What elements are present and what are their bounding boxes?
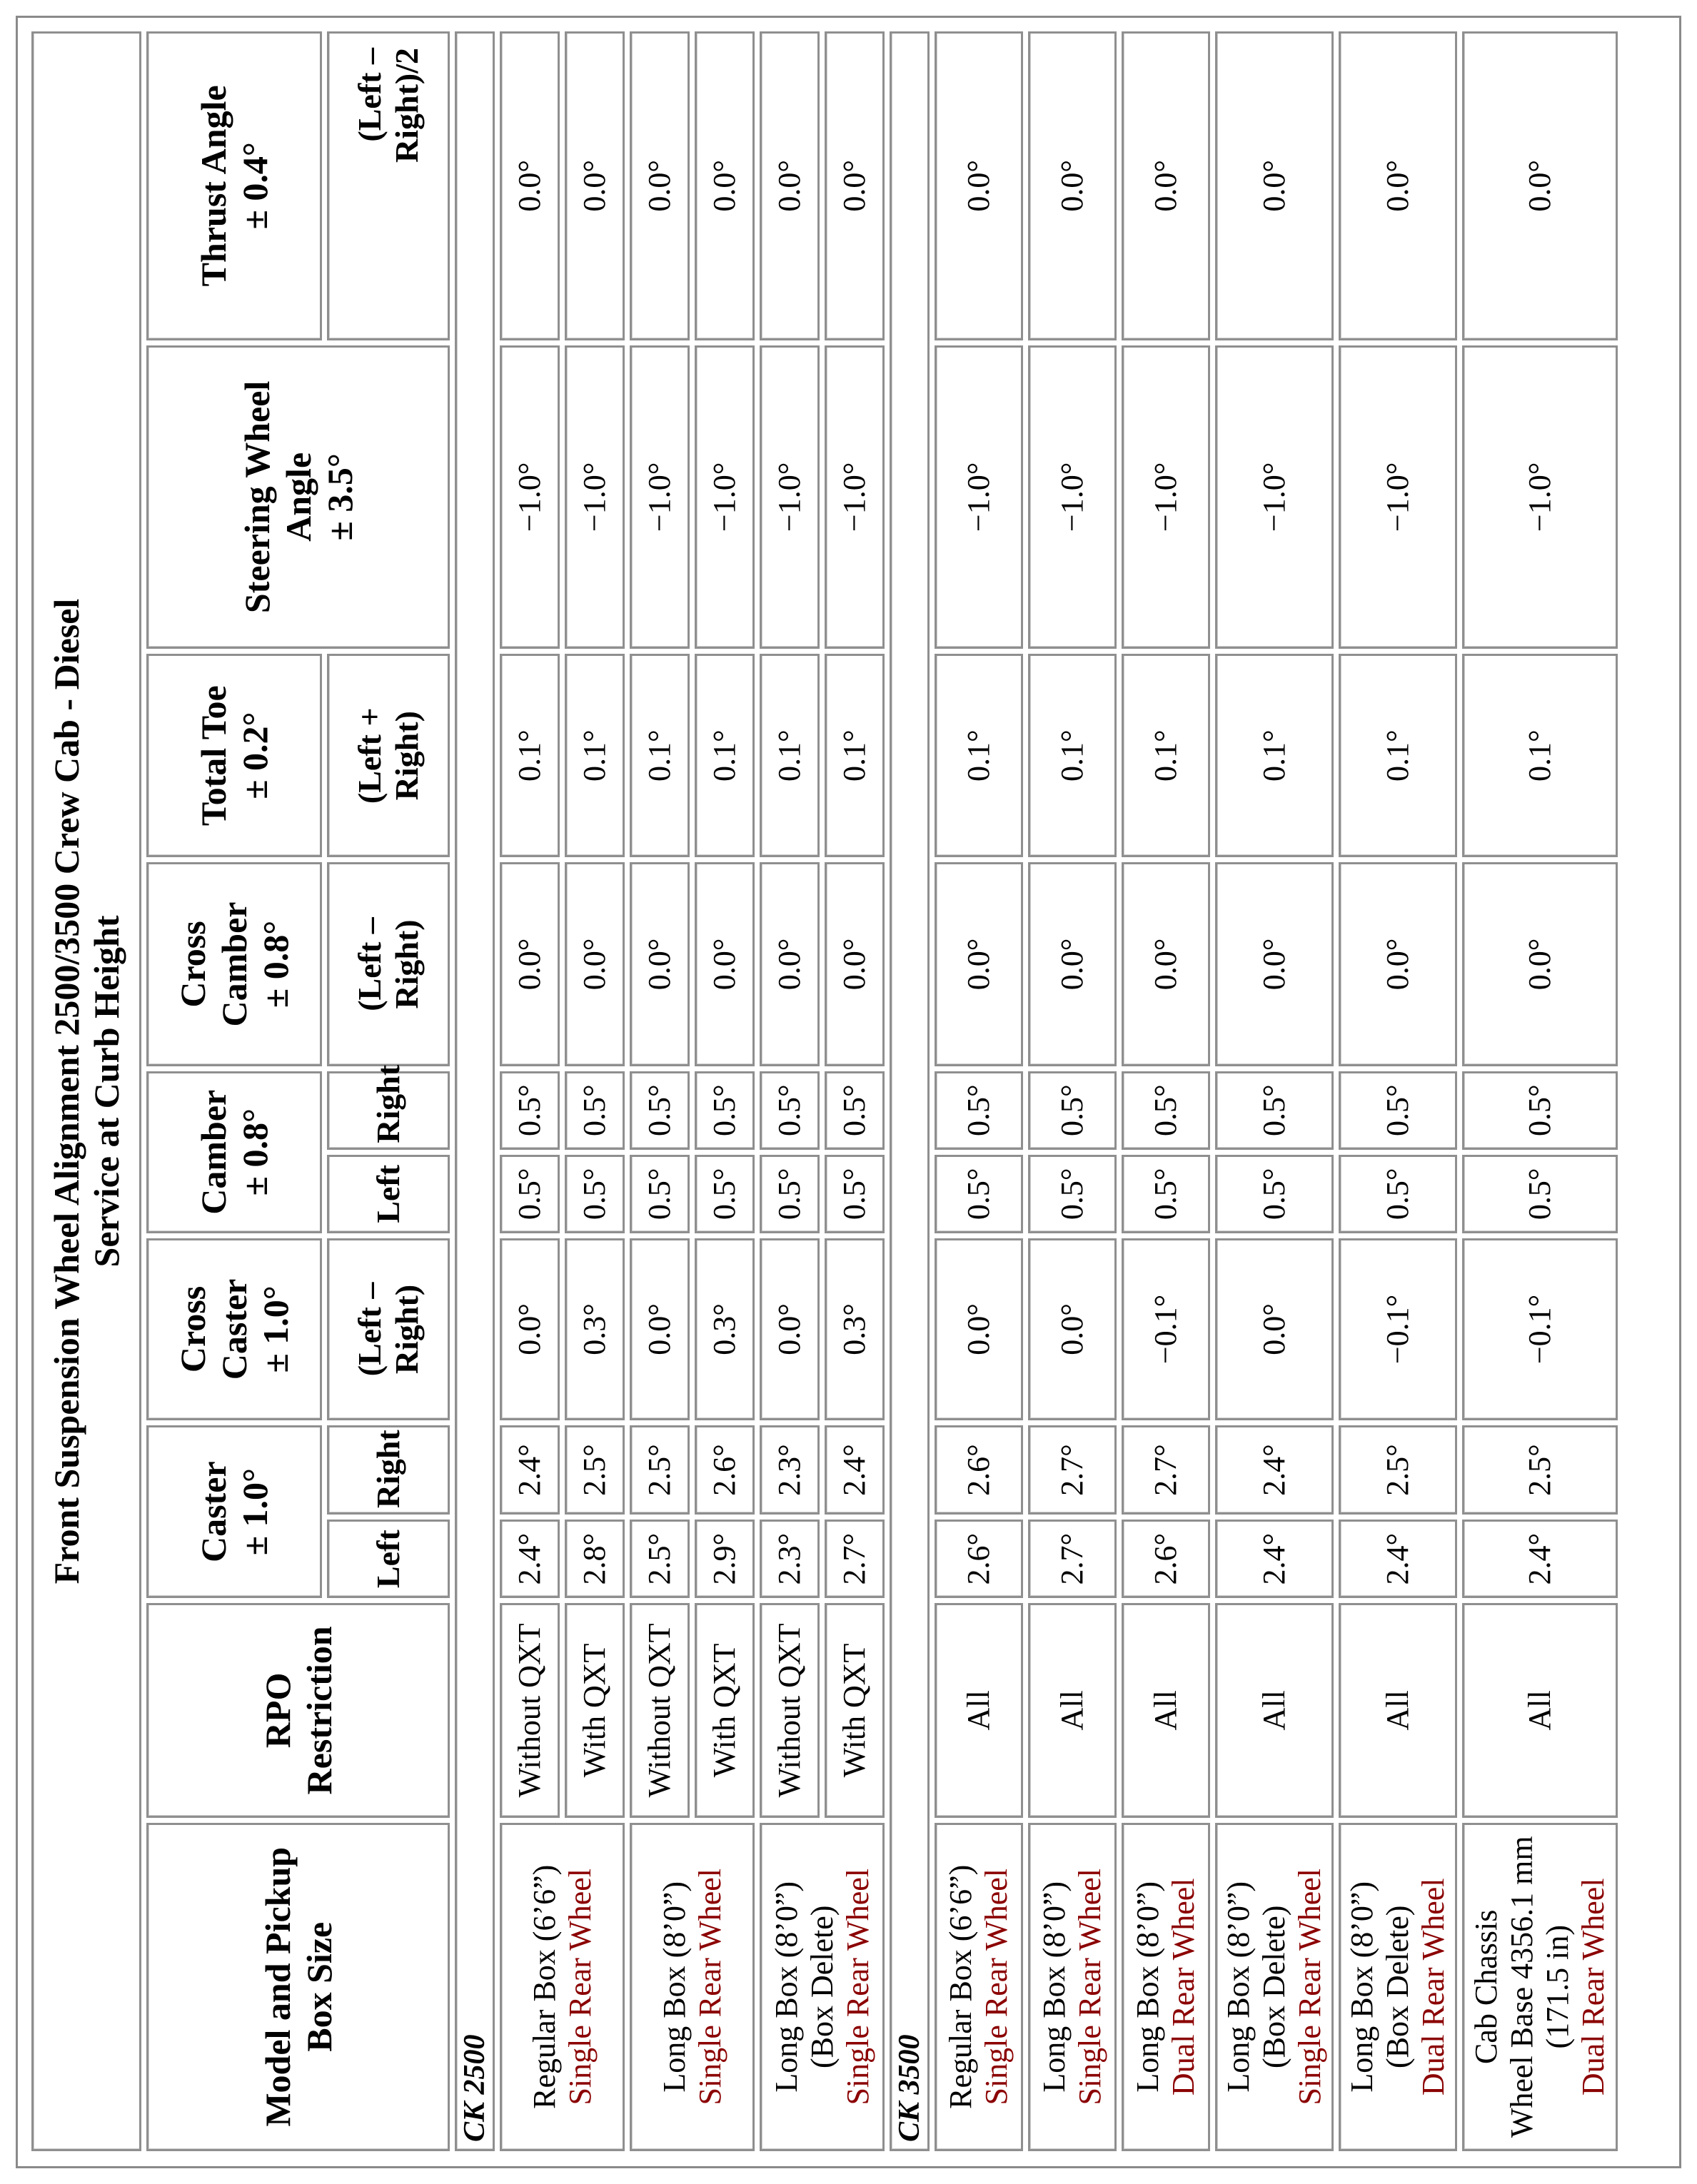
steering-wheel-angle-cell: −1.0° [1462,345,1618,649]
rpo-restriction-cell: With QXT [565,1603,625,1817]
steering-wheel-angle-cell: −1.0° [695,345,755,649]
header-thrust-angle [146,31,322,340]
caster-left-cell: 2.4° [1462,1520,1618,1598]
cross-caster-cell: 0.0° [935,1238,1023,1420]
model-line: Cab Chassis [1469,1909,1504,2064]
header-total-toe-line-1: Total Toe [193,685,233,826]
camber-left-cell: 0.5° [1462,1155,1618,1233]
camber-left-cell: 0.5° [1028,1155,1117,1233]
rpo-restriction-cell: Without QXT [760,1603,820,1817]
model-cell [1028,1823,1117,2151]
caster-right-cell: 2.5° [1462,1425,1618,1515]
formula-line-2: Right) [388,1284,425,1375]
camber-left-cell: 0.5° [695,1155,755,1233]
rear-wheel-type: Dual Rear Wheel [1416,1878,1451,2096]
rpo-restriction-cell: All [1339,1603,1457,1817]
thrust-angle-cell: 0.0° [695,31,755,340]
rear-wheel-type: Single Rear Wheel [979,1869,1014,2105]
camber-left-cell: 0.5° [935,1155,1023,1233]
model-cell [1215,1823,1334,2151]
thrust-angle-cell: 0.0° [1339,31,1457,340]
camber-right-cell: 0.5° [760,1071,820,1150]
steering-wheel-angle-cell: −1.0° [935,345,1023,649]
header-steering-line-3: ± 3.5° [319,453,360,541]
model-cell [630,1823,755,2151]
thrust-angle-cell: 0.0° [630,31,690,340]
caster-left-cell: 2.4° [500,1520,560,1598]
camber-left-cell: 0.5° [630,1155,690,1233]
header-rpo-line-1: RPO [257,1672,298,1749]
model-line: Regular Box (6’6”) [943,1864,978,2109]
rpo-restriction-cell: All [935,1603,1023,1817]
camber-left-cell: 0.5° [760,1155,820,1233]
header-total-toe-line-2: ± 0.2° [235,712,275,799]
table-row [1462,31,1618,2151]
header-total-toe [146,654,322,857]
formula-line-1: (Left – [351,917,388,1011]
total-toe-cell: 0.1° [935,654,1023,857]
caster-right-cell: 2.6° [695,1425,755,1515]
thrust-angle-cell: 0.0° [825,31,885,340]
cross-caster-cell: 0.3° [565,1238,625,1420]
caster-left-cell: 2.4° [1215,1520,1334,1598]
steering-wheel-angle-cell: −1.0° [630,345,690,649]
cross-caster-cell: 0.0° [500,1238,560,1420]
caster-right-cell: 2.6° [935,1425,1023,1515]
model-cell [1122,1823,1210,2151]
cross-caster-cell: 0.0° [1028,1238,1117,1420]
camber-left-cell: 0.5° [565,1155,625,1233]
section-header: CK 2500 [455,31,495,2151]
header-total-toe-formula [327,654,450,857]
cross-camber-cell: 0.0° [1462,862,1618,1066]
model-cell [1462,1823,1618,2151]
caster-left-cell: 2.8° [565,1520,625,1598]
rear-wheel-type: Dual Rear Wheel [1576,1878,1611,2096]
header-steering-wheel-angle [146,345,450,649]
model-line: Long Box (8’0”) [1130,1881,1165,2093]
model-line: (Box Delete) [1257,1905,1291,2069]
model-line: Long Box (8’0”) [768,1881,804,2093]
header-cross-camber-line-2: Camber [214,901,254,1027]
camber-left-cell: 0.5° [500,1155,560,1233]
formula-line-1: (Left – [351,1282,388,1377]
total-toe-cell: 0.1° [695,654,755,857]
cross-caster-cell: −0.1° [1122,1238,1210,1420]
table-row [1028,31,1117,2151]
camber-right-cell: 0.5° [1462,1071,1618,1150]
camber-right-cell: 0.5° [695,1071,755,1150]
formula-line-1: (Left – [351,48,388,142]
model-cell [1339,1823,1457,2151]
camber-right-cell: 0.5° [565,1071,625,1150]
rpo-restriction-cell: All [1215,1603,1334,1817]
steering-wheel-angle-cell: −1.0° [500,345,560,649]
model-line: (Box Delete) [1380,1905,1415,2069]
header-cross-camber-formula [327,862,450,1066]
cross-camber-cell: 0.0° [565,862,625,1066]
steering-wheel-angle-cell: −1.0° [825,345,885,649]
header-steering-line-2: Angle [278,452,318,542]
total-toe-cell: 0.1° [825,654,885,857]
caster-right-cell: 2.4° [825,1425,885,1515]
camber-left-cell: 0.5° [825,1155,885,1233]
rpo-restriction-cell: With QXT [825,1603,885,1817]
caster-right-cell: 2.7° [1122,1425,1210,1515]
rpo-restriction-cell: With QXT [695,1603,755,1817]
header-thrust-line-2: ± 0.4° [235,142,275,230]
model-line: Long Box (8’0”) [1037,1881,1072,2093]
header-camber-line-2: ± 0.8° [235,1108,275,1196]
thrust-angle-cell: 0.0° [1215,31,1334,340]
caster-left-cell: 2.6° [935,1520,1023,1598]
alignment-table [26,26,1623,2156]
cross-caster-cell: 0.3° [695,1238,755,1420]
rpo-restriction-cell: All [1028,1603,1117,1817]
caster-right-cell: 2.5° [1339,1425,1457,1515]
model-line: Regular Box (6’6”) [526,1864,562,2109]
table-body [455,31,1618,2151]
cross-camber-cell: 0.0° [935,862,1023,1066]
thrust-angle-cell: 0.0° [1028,31,1117,340]
header-cross-camber [146,862,322,1066]
table-row [630,31,690,2151]
total-toe-cell: 0.1° [1215,654,1334,857]
model-cell [760,1823,885,2151]
model-line: (Box Delete) [804,1905,840,2069]
total-toe-cell: 0.1° [1028,654,1117,857]
total-toe-cell: 0.1° [1339,654,1457,857]
cross-camber-cell: 0.0° [1215,862,1334,1066]
header-camber-right: Right [327,1071,450,1150]
thrust-angle-cell: 0.0° [1462,31,1618,340]
header-cross-caster-formula [327,1238,450,1420]
cross-camber-cell: 0.0° [630,862,690,1066]
header-cross-caster-line-2: Caster [214,1278,254,1380]
camber-right-cell: 0.5° [500,1071,560,1150]
header-caster [146,1425,322,1598]
thrust-angle-cell: 0.0° [760,31,820,340]
caster-left-cell: 2.6° [1122,1520,1210,1598]
steering-wheel-angle-cell: −1.0° [1215,345,1334,649]
steering-wheel-angle-cell: −1.0° [1122,345,1210,649]
title-line-1: Front Suspension Wheel Alignment 2500/3500 Crew Cab - Diesel [46,598,86,1584]
header-camber-left: Left [327,1155,450,1233]
table-row [1215,31,1334,2151]
cross-caster-cell: 0.0° [630,1238,690,1420]
cross-caster-cell: 0.3° [825,1238,885,1420]
model-cell [500,1823,625,2151]
header-cross-caster [146,1238,322,1420]
formula-line-2: Right) [388,711,425,801]
thrust-angle-cell: 0.0° [1122,31,1210,340]
table-title [31,31,141,2151]
camber-right-cell: 0.5° [1122,1071,1210,1150]
model-line: (171.5 in) [1540,1925,1575,2049]
formula-line-2: Right)/2 [388,48,425,163]
camber-left-cell: 0.5° [1339,1155,1457,1233]
steering-wheel-angle-cell: −1.0° [1339,345,1457,649]
header-caster-left: Left [327,1520,450,1598]
thrust-angle-cell: 0.0° [565,31,625,340]
camber-right-cell: 0.5° [630,1071,690,1150]
camber-right-cell: 0.5° [1339,1071,1457,1150]
caster-right-cell: 2.3° [760,1425,820,1515]
section-header: CK 3500 [890,31,930,2151]
header-rpo [146,1603,450,1817]
cross-camber-cell: 0.0° [1122,862,1210,1066]
model-cell [935,1823,1023,2151]
cross-caster-cell: −0.1° [1462,1238,1618,1420]
title-line-2: Service at Curb Height [86,915,126,1268]
header-caster-line-2: ± 1.0° [235,1467,275,1556]
caster-left-cell: 2.4° [1339,1520,1457,1598]
caster-right-cell: 2.4° [500,1425,560,1515]
cross-camber-cell: 0.0° [500,862,560,1066]
cross-caster-cell: −0.1° [1339,1238,1457,1420]
table-row [500,31,560,2151]
rear-wheel-type: Single Rear Wheel [562,1869,598,2105]
caster-right-cell: 2.5° [565,1425,625,1515]
formula-line-2: Right) [388,919,425,1009]
camber-left-cell: 0.5° [1215,1155,1334,1233]
rear-wheel-type: Dual Rear Wheel [1166,1878,1201,2096]
header-model: Model and Pickup Box Size [146,1823,450,2151]
steering-wheel-angle-cell: −1.0° [565,345,625,649]
rear-wheel-type: Single Rear Wheel [692,1869,727,2105]
caster-left-cell: 2.9° [695,1520,755,1598]
rpo-restriction-cell: Without QXT [630,1603,690,1817]
header-camber-line-1: Camber [193,1089,233,1215]
header-camber [146,1071,322,1233]
thrust-angle-cell: 0.0° [935,31,1023,340]
camber-right-cell: 0.5° [1028,1071,1117,1150]
caster-left-cell: 2.5° [630,1520,690,1598]
caster-left-cell: 2.7° [1028,1520,1117,1598]
cross-camber-cell: 0.0° [1339,862,1457,1066]
cross-caster-cell: 0.0° [760,1238,820,1420]
total-toe-cell: 0.1° [630,654,690,857]
caster-right-cell: 2.7° [1028,1425,1117,1515]
rpo-restriction-cell: All [1122,1603,1210,1817]
total-toe-cell: 0.1° [760,654,820,857]
rear-wheel-type: Single Rear Wheel [1072,1869,1107,2105]
header-cross-camber-line-3: ± 0.8° [256,920,296,1008]
alignment-table-frame [16,16,1681,2168]
table-row [1122,31,1210,2151]
cross-camber-cell: 0.0° [760,862,820,1066]
total-toe-cell: 0.1° [565,654,625,857]
header-caster-right: Right [327,1425,450,1515]
rpo-restriction-cell: All [1462,1603,1618,1817]
header-cross-caster-line-1: Cross [173,1285,213,1373]
caster-right-cell: 2.4° [1215,1425,1334,1515]
header-cross-caster-line-3: ± 1.0° [256,1285,296,1373]
model-line: Wheel Base 4356.1 mm [1504,1836,1539,2138]
formula-line-1: (Left + [351,707,388,804]
header-thrust-line-1: Thrust Angle [193,85,233,287]
total-toe-cell: 0.1° [1462,654,1618,857]
header-caster-line-1: Caster [193,1461,233,1562]
rear-wheel-type: Single Rear Wheel [1292,1869,1327,2105]
cross-caster-cell: 0.0° [1215,1238,1334,1420]
table-row [1339,31,1457,2151]
model-line: Long Box (8’0”) [1221,1881,1256,2093]
cross-camber-cell: 0.0° [1028,862,1117,1066]
thrust-angle-cell: 0.0° [500,31,560,340]
camber-right-cell: 0.5° [935,1071,1023,1150]
caster-left-cell: 2.3° [760,1520,820,1598]
header-thrust-formula [327,31,450,340]
rear-wheel-type: Single Rear Wheel [840,1869,875,2105]
camber-right-cell: 0.5° [825,1071,885,1150]
cross-camber-cell: 0.0° [825,862,885,1066]
header-rpo-line-2: Restriction [298,1626,339,1795]
cross-camber-cell: 0.0° [695,862,755,1066]
model-line: Long Box (8’0”) [1344,1881,1379,2093]
total-toe-cell: 0.1° [1122,654,1210,857]
steering-wheel-angle-cell: −1.0° [1028,345,1117,649]
caster-right-cell: 2.5° [630,1425,690,1515]
rpo-restriction-cell: Without QXT [500,1603,560,1817]
camber-left-cell: 0.5° [1122,1155,1210,1233]
table-row [760,31,820,2151]
total-toe-cell: 0.1° [500,654,560,857]
table-row [935,31,1023,2151]
header-cross-camber-line-1: Cross [173,921,213,1008]
model-line: Long Box (8’0”) [656,1881,692,2093]
steering-wheel-angle-cell: −1.0° [760,345,820,649]
caster-left-cell: 2.7° [825,1520,885,1598]
header-steering-line-1: Steering Wheel [236,380,277,614]
camber-right-cell: 0.5° [1215,1071,1334,1150]
